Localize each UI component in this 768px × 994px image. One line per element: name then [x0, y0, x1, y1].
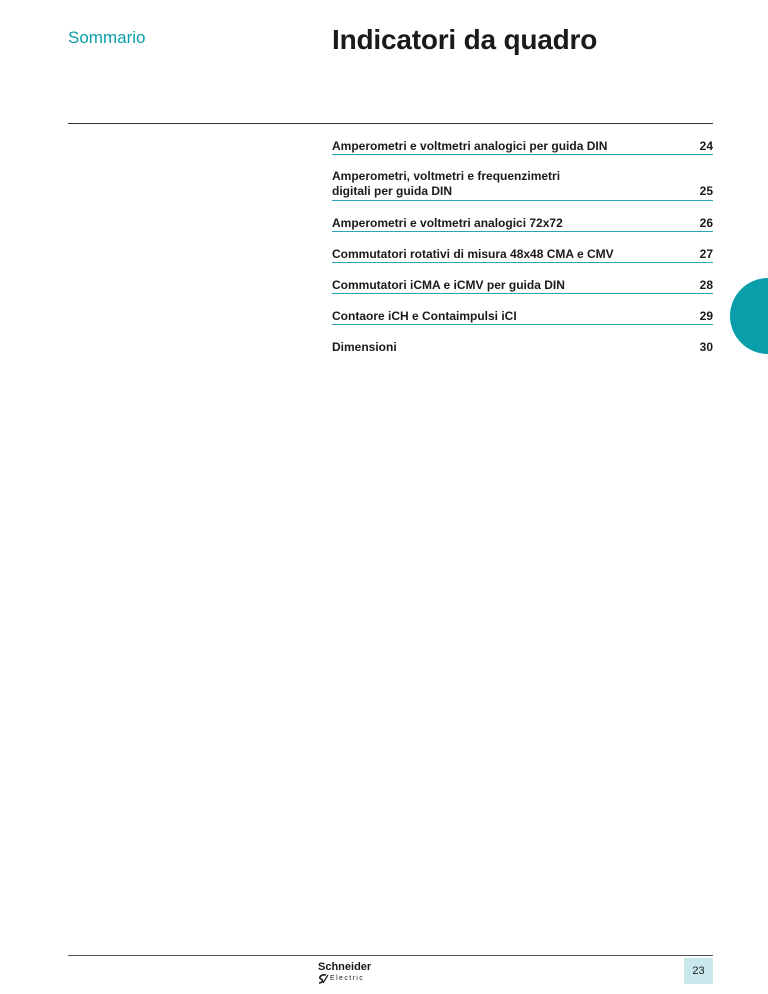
- toc-entry-page: 25: [699, 184, 713, 198]
- toc-entry-title: Amperometri, voltmetri e frequenzimetri digitali per guida DIN: [332, 169, 561, 198]
- toc-entry-title: Amperometri e voltmetri analogici per guida DIN: [332, 139, 608, 153]
- toc-entry-page: 28: [699, 278, 713, 292]
- toc-entry-page: 24: [699, 139, 713, 153]
- toc-entry[interactable]: [332, 263, 713, 294]
- toc-entry[interactable]: [332, 232, 713, 263]
- section-label: Sommario: [68, 28, 146, 47]
- toc-entry-title: Amperometri e voltmetri analogici 72x72: [332, 216, 563, 230]
- toc-entry-page: 30: [699, 340, 713, 354]
- chapter-tab-icon: [730, 278, 768, 354]
- toc-entry[interactable]: [332, 124, 713, 155]
- page-title: Indicatori da quadro: [332, 24, 598, 55]
- toc-entry-title: Commutatori rotativi di misura 48x48 CMA e CMV: [332, 247, 614, 261]
- toc-entry[interactable]: [332, 325, 713, 355]
- toc-entry[interactable]: [332, 155, 713, 201]
- toc-entry-page: 27: [699, 247, 713, 261]
- schneider-logo: [318, 961, 388, 985]
- toc-entry-page: 29: [699, 309, 713, 323]
- toc-entry[interactable]: [332, 294, 713, 325]
- logo-name: Schneider: [318, 961, 372, 973]
- table-of-contents: [332, 124, 713, 355]
- page-number: 23: [684, 958, 713, 984]
- toc-entry-title: Dimensioni: [332, 340, 397, 354]
- toc-entry-title: Contaore iCH e Contaimpulsi iCI: [332, 309, 517, 323]
- toc-entry-page: 26: [699, 216, 713, 230]
- footer-divider: [68, 955, 713, 956]
- logo-sub: Electric: [330, 975, 365, 982]
- toc-entry[interactable]: [332, 201, 713, 232]
- schneider-logo-icon: [318, 974, 329, 984]
- toc-entry-title: Commutatori iCMA e iCMV per guida DIN: [332, 278, 565, 292]
